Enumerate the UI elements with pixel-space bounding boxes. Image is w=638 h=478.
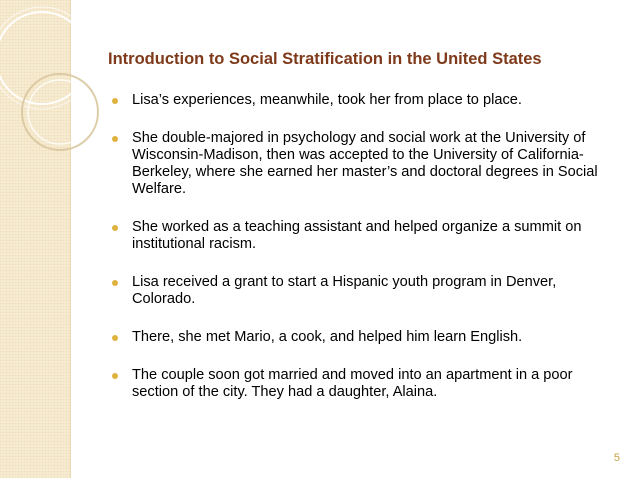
bullet-item — [110, 367, 620, 401]
bullet-item — [110, 130, 620, 198]
bullet-dot-icon — [112, 280, 118, 286]
bullet-text: She worked as a teaching assistant and helped organize a summit on institutional racism. — [132, 219, 582, 252]
bullet-text: There, she met Mario, a cook, and helped him learn English. — [132, 329, 523, 345]
bullet-dot-icon — [112, 136, 118, 142]
bullet-dot-icon — [112, 225, 118, 231]
bullet-text: Lisa received a grant to start a Hispanic youth program in Denver, Colorado. — [132, 274, 557, 307]
bullet-item — [110, 329, 620, 346]
slide-title: Introduction to Social Stratification in the United States — [108, 50, 542, 68]
bullet-list — [110, 92, 620, 422]
bullet-item — [110, 274, 620, 308]
bullet-item — [110, 219, 620, 253]
bullet-dot-icon — [112, 98, 118, 104]
decorative-circles-icon — [0, 0, 110, 180]
bullet-item — [110, 92, 620, 109]
bullet-text: The couple soon got married and moved into an apartment in a poor section of the city. They had a daughter, Alaina. — [132, 367, 573, 400]
bullet-dot-icon — [112, 373, 118, 379]
page-number: 5 — [613, 452, 620, 464]
bullet-text: Lisa’s experiences, meanwhile, took her from place to place. — [132, 92, 522, 108]
bullet-text: She double-majored in psychology and social work at the University of Wisconsin-Madison, then was accepted to the University of California-Berkeley, where she earned her master’s and doctoral degrees in Social Welfare. — [132, 130, 598, 197]
bullet-dot-icon — [112, 335, 118, 341]
